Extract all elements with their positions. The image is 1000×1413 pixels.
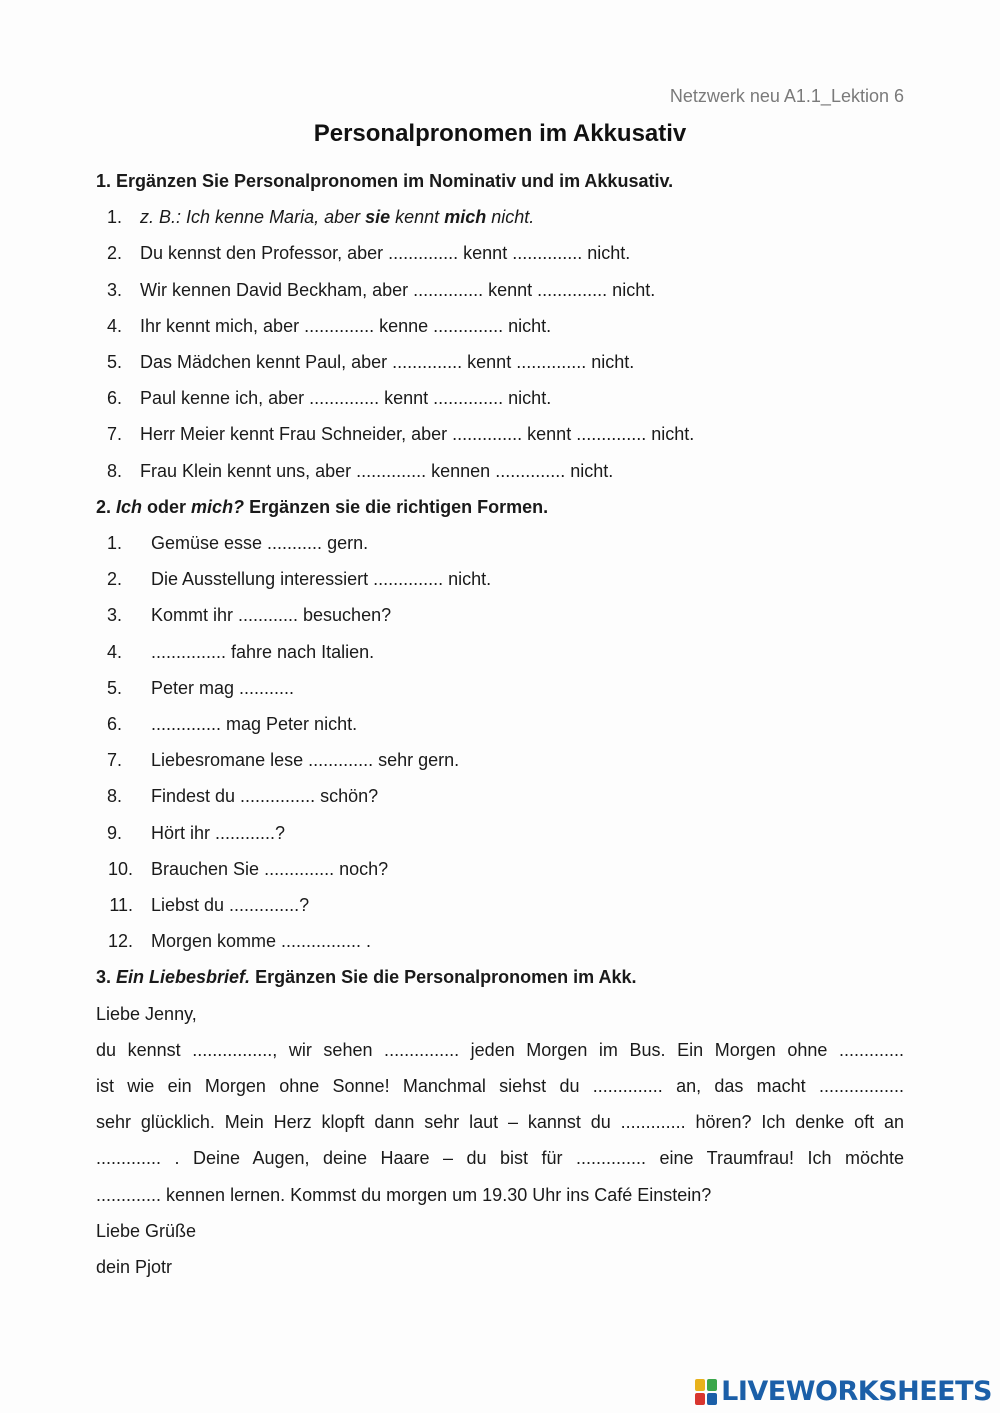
- item-text: Liebst du ..............?: [151, 895, 310, 916]
- item-text: Du kennst den Professor, aber .............. kennt .............. nicht.: [140, 243, 631, 264]
- item-number: 12.: [107, 931, 133, 952]
- item-number: 7.: [106, 750, 122, 771]
- item-text: Kommt ihr ............ besuchen?: [151, 605, 392, 626]
- item-number: 6.: [106, 714, 122, 735]
- item-number: 3.: [106, 279, 122, 300]
- item-number: 5.: [106, 677, 122, 698]
- exercise2-item: [96, 887, 904, 923]
- letter-closing: Liebe Grüße: [96, 1220, 197, 1241]
- exercise1-list: [96, 199, 904, 489]
- item-text: Herr Meier kennt Frau Schneider, aber .............. kennt .............. nicht.: [140, 424, 695, 445]
- item-text: Die Ausstellung interessiert .............. nicht.: [151, 569, 492, 590]
- item-number: 2.: [106, 569, 122, 590]
- example-middle: kennt: [390, 207, 445, 228]
- example-prefix: z. B.: Ich kenne Maria, aber: [140, 207, 366, 228]
- exercise2-item: [96, 923, 904, 959]
- example-bold-sie: sie: [365, 207, 391, 228]
- exercise2-item: [96, 742, 904, 778]
- exercise1-item: [96, 308, 904, 344]
- heading-rest: Ergänzen Sie die Personalpronomen im Akk.: [250, 967, 637, 988]
- logo-icon: [695, 1379, 717, 1405]
- heading-number: 2.: [96, 496, 117, 517]
- letter-line: ist wie ein Morgen ohne Sonne! Manchmal siehst du .............. an, das macht .................: [96, 1076, 904, 1097]
- item-number: 11.: [109, 895, 133, 916]
- item-number: 10.: [107, 858, 133, 879]
- heading-mich: mich?: [191, 496, 245, 517]
- item-number: 9.: [106, 822, 122, 843]
- exercise1-example: [96, 199, 904, 235]
- item-text: ............... fahre nach Italien.: [151, 641, 375, 662]
- exercise2-item: [96, 670, 904, 706]
- item-text: .............. mag Peter nicht.: [151, 714, 358, 735]
- exercise1-item: [96, 235, 904, 271]
- exercise2-item: [96, 561, 904, 597]
- letter-greeting: Liebe Jenny,: [96, 1003, 197, 1024]
- course-label: Netzwerk neu A1.1_Lektion 6: [669, 86, 904, 106]
- exercise1-item: [96, 380, 904, 416]
- item-number: 3.: [106, 605, 122, 626]
- item-number: 4.: [106, 315, 122, 336]
- item-number: 1.: [106, 533, 122, 554]
- item-text: Frau Klein kennt uns, aber .............. kennen .............. nicht.: [140, 460, 614, 481]
- logo-square: [695, 1393, 705, 1405]
- item-text: Ihr kennt mich, aber .............. kenne .............. nicht.: [140, 315, 552, 336]
- item-text: Hört ihr ............?: [151, 822, 286, 843]
- exercise2-item: [96, 815, 904, 851]
- exercise2-item: [96, 778, 904, 814]
- exercise1-item: [96, 416, 904, 452]
- exercise2-item: [96, 525, 904, 561]
- example-bold-mich: mich: [444, 207, 487, 228]
- heading-ich: Ich: [116, 496, 143, 517]
- item-text: Morgen komme ................ .: [151, 931, 372, 952]
- logo-square: [707, 1393, 717, 1405]
- exercise2-item: [96, 706, 904, 742]
- exercise2-item: [96, 634, 904, 670]
- item-number: 5.: [106, 352, 122, 373]
- heading-italic: Ein Liebesbrief.: [116, 967, 251, 988]
- letter-line: ............. kennen lernen. Kommst du morgen um 19.30 Uhr ins Café Einstein?: [96, 1184, 712, 1205]
- heading-rest: Ergänzen sie die richtigen Formen.: [244, 496, 549, 517]
- item-text: Brauchen Sie .............. noch?: [151, 858, 389, 879]
- exercise2-item: [96, 851, 904, 887]
- letter-line: sehr glücklich. Mein Herz klopft dann sehr laut – kannst du ............. hören? Ich denke oft an: [96, 1112, 904, 1133]
- item-text: Wir kennen David Beckham, aber .............. kennt .............. nicht.: [140, 279, 656, 300]
- item-text: Findest du ............... schön?: [151, 786, 379, 807]
- logo-text: LIVEWORKSHEETS: [721, 1376, 992, 1407]
- exercise2-item: [96, 597, 904, 633]
- letter-signature: dein Pjotr: [96, 1257, 173, 1278]
- heading-oder: oder: [142, 496, 192, 517]
- exercise2-heading: [96, 489, 904, 525]
- item-number: 8.: [106, 460, 122, 481]
- liveworksheets-logo: [695, 1376, 992, 1407]
- item-text: Das Mädchen kennt Paul, aber .............. kennt .............. nicht.: [140, 352, 635, 373]
- logo-square: [695, 1379, 705, 1391]
- exercise1-item: [96, 344, 904, 380]
- worksheet-content: [96, 163, 904, 1285]
- logo-square: [707, 1379, 717, 1391]
- love-letter: [96, 996, 904, 1286]
- item-number: 2.: [106, 243, 122, 264]
- item-number: 1.: [106, 207, 122, 228]
- item-text: Gemüse esse ........... gern.: [151, 533, 369, 554]
- exercise1-item: [96, 453, 904, 489]
- exercise1-heading: 1. Ergänzen Sie Personalpronomen im Nominativ und im Akkusativ.: [96, 171, 674, 191]
- exercise1-item: [96, 272, 904, 308]
- heading-number: 3.: [96, 967, 117, 988]
- exercise2-list: [96, 525, 904, 959]
- item-number: 4.: [106, 641, 122, 662]
- item-text: Liebesromane lese ............. sehr gern.: [151, 750, 460, 771]
- letter-line: du kennst ................, wir sehen ............... jeden Morgen im Bus. Ein Morgen ohne .............: [96, 1039, 904, 1060]
- item-text: Peter mag ...........: [151, 677, 295, 698]
- letter-line: ............. . Deine Augen, deine Haare – du bist für .............. eine Traumfrau! Ich möchte: [96, 1148, 904, 1169]
- item-text: Paul kenne ich, aber .............. kennt .............. nicht.: [140, 388, 552, 409]
- example-sentence: [140, 199, 534, 235]
- exercise3-heading: [96, 959, 904, 995]
- page-title: Personalpronomen im Akkusativ: [313, 120, 687, 147]
- item-number: 6.: [106, 388, 122, 409]
- item-number: 7.: [106, 424, 122, 445]
- item-number: 8.: [106, 786, 122, 807]
- example-suffix: nicht.: [486, 207, 535, 228]
